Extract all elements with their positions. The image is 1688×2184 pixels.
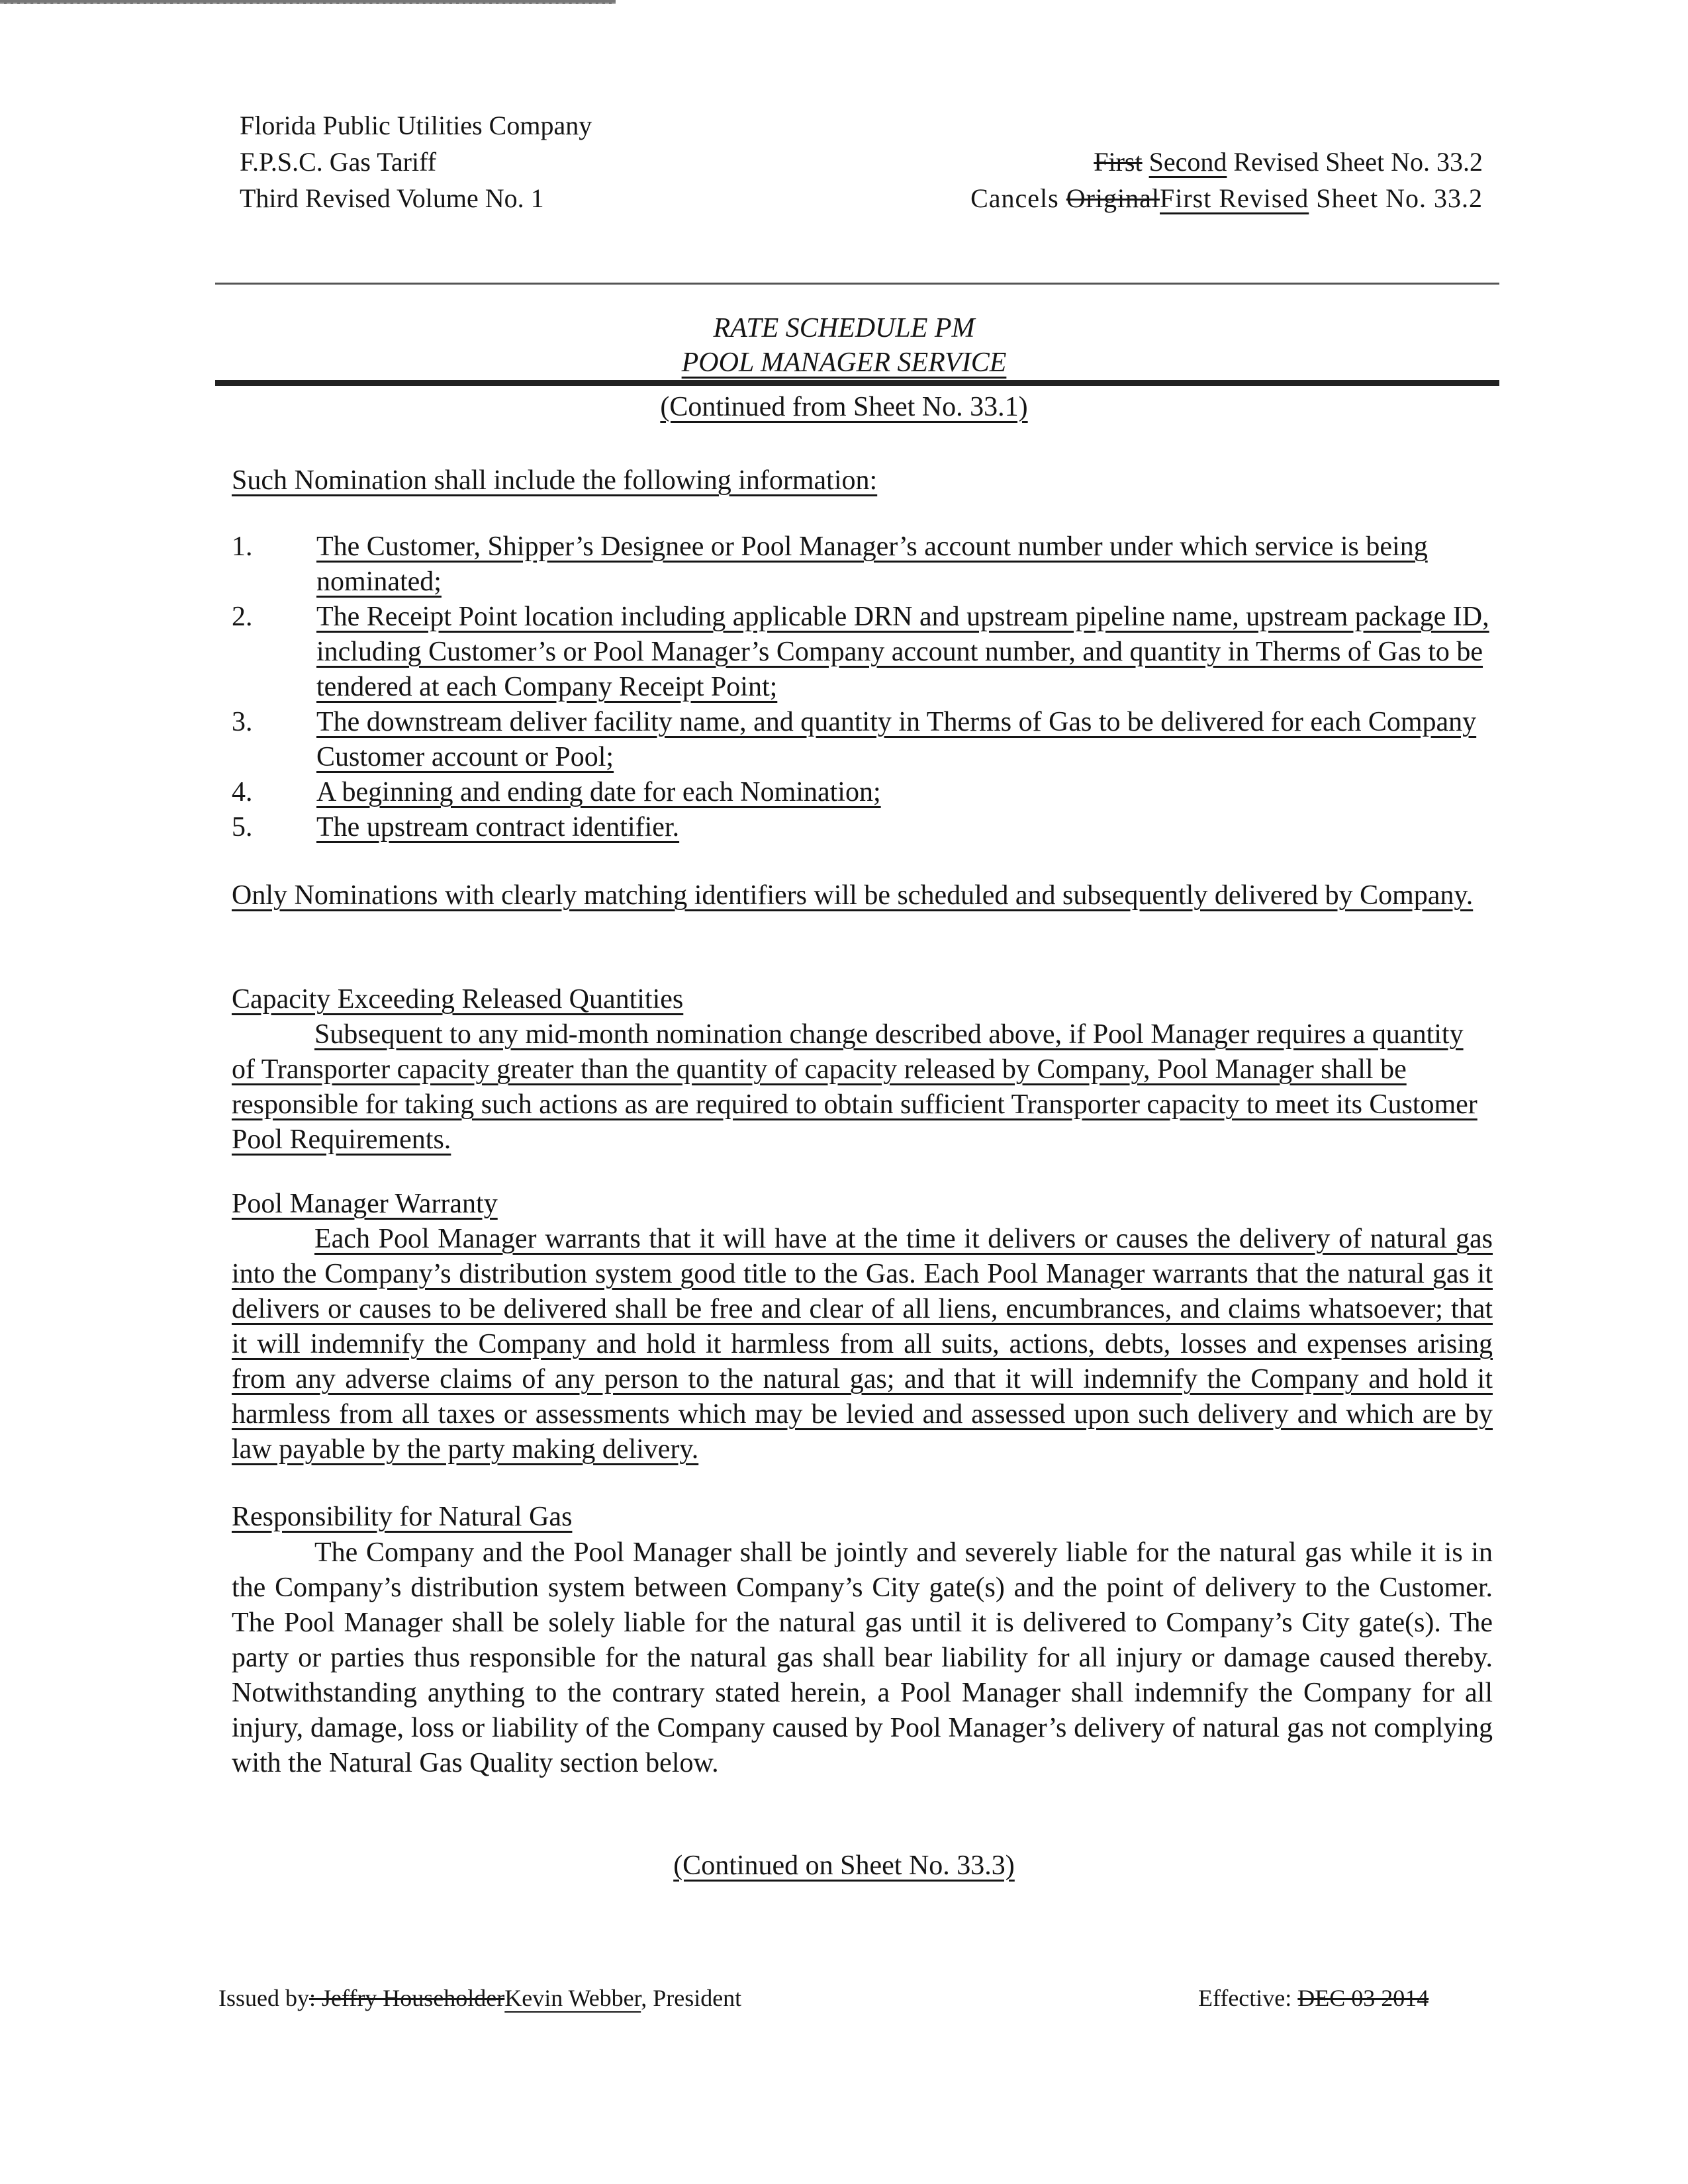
continued-from: (Continued from Sheet No. 33.1) — [660, 392, 1028, 422]
item-number: 1. — [232, 531, 253, 562]
warranty-heading: Pool Manager Warranty — [232, 1189, 498, 1219]
header-divider — [215, 283, 1499, 285]
cancels-struck-text: Original — [1066, 183, 1160, 213]
sheet-rest-text: Revised Sheet No. 33.2 — [1233, 147, 1483, 177]
list-item: The downstream deliver facility name, and quantity in Therms of Gas to be delivered for each Company Customer account or Pool; — [316, 707, 1477, 772]
volume-label: Third Revised Volume No. 1 — [240, 183, 544, 213]
header-left — [240, 107, 592, 216]
cancels-rest-text: Sheet No. 33.2 — [1316, 183, 1483, 213]
list-item: A beginning and ending date for each Nomination; — [316, 777, 881, 807]
cancels-label: Cancels — [970, 183, 1059, 213]
capacity-body: Subsequent to any mid-month nomination change described above, if Pool Manager requires a quantity of Transporter capacity greater than the quantity of capacity released by Company, Pool Manager shall be responsible for taking such actions as are required to obtain sufficient Transporter capacity to meet its Customer Pool Requirements. — [232, 1019, 1477, 1155]
list-item: The Customer, Shipper’s Designee or Pool Manager’s account number under which service is being nominated; — [316, 531, 1428, 597]
responsibility-heading: Responsibility for Natural Gas — [232, 1502, 573, 1532]
sheet-new-text: Second — [1149, 147, 1227, 177]
cancels-line — [861, 180, 1483, 216]
capacity-heading: Capacity Exceeding Released Quantities — [232, 984, 684, 1015]
company-name: Florida Public Utilities Company — [240, 111, 592, 140]
item-number: 3. — [232, 707, 253, 737]
sheet-struck-text: First — [1094, 147, 1143, 177]
responsibility-body: The Company and the Pool Manager shall be jointly and severely liable for the natural gas while it is in the Company’s distribution system between Company’s City gate(s) and the point of delivery to the Customer. The Pool Manager shall be solely liable for the natural gas until it is delivered to Company’s City gate(s). The party or parties thus responsible for the natural gas shall bear liability for all injury or damage caused thereby. Notwithstanding anything to the contrary stated herein, a Pool Manager shall indemnify the Company for all injury, damage, loss or liability of the Company caused by Pool Manager’s delivery of natural gas not complying with the Natural Gas Quality section below. — [232, 1537, 1493, 1778]
continued-on: (Continued on Sheet No. 33.3) — [673, 1850, 1015, 1881]
issued-struck-name: : Jeffry Householder — [309, 1985, 505, 2011]
effective-date: Effective: DEC 03 2014 — [1198, 1985, 1429, 2011]
effective-struck-date: DEC 03 2014 — [1297, 1985, 1429, 2011]
item-number: 2. — [232, 602, 253, 632]
matching-note: Only Nominations with clearly matching identifiers will be scheduled and subsequently delivered by Company. — [232, 880, 1474, 911]
warranty-body: Each Pool Manager warrants that it will have at the time it delivers or causes the delivery of natural gas into the Company’s distribution system good title to the Gas. Each Pool Manager warrants that the natural gas it delivers or causes to be delivered shall be free and clear of all liens, encumbrances, and claims whatsoever; that it will indemnify the Company and hold it harmless from all suits, actions, debts, losses and expenses arising from any adverse claims of any person to the natural gas; and that it will indemnify the Company and hold it harmless from all taxes or assessments which may be levied and assessed upon such delivery and which are by law payable by the party making delivery. — [232, 1224, 1493, 1465]
schedule-subtitle: POOL MANAGER SERVICE — [681, 347, 1007, 378]
nomination-intro: Such Nomination shall include the following information: — [232, 465, 878, 496]
issued-by: Issued by: Jeffry HouseholderKevin Webber, President — [218, 1985, 742, 2011]
list-item: The upstream contract identifier. — [316, 812, 680, 842]
cancels-new-text: First Revised — [1160, 183, 1309, 213]
sheet-number — [861, 144, 1483, 180]
tariff-name: F.P.S.C. Gas Tariff — [240, 147, 437, 177]
schedule-title: RATE SCHEDULE PM — [713, 313, 975, 343]
list-item: The Receipt Point location including applicable DRN and upstream pipeline name, upstream package ID, including Customer’s or Pool Manager’s Company account number, and quantity in Therms of Gas to be tendered at each Company Receipt Point; — [316, 602, 1489, 702]
item-number: 5. — [232, 812, 253, 842]
scan-artifact-line — [0, 0, 616, 4]
issued-new-name: Kevin Webber — [504, 1985, 641, 2011]
item-number: 4. — [232, 777, 253, 807]
title-divider — [215, 380, 1499, 386]
header-right — [861, 144, 1483, 216]
